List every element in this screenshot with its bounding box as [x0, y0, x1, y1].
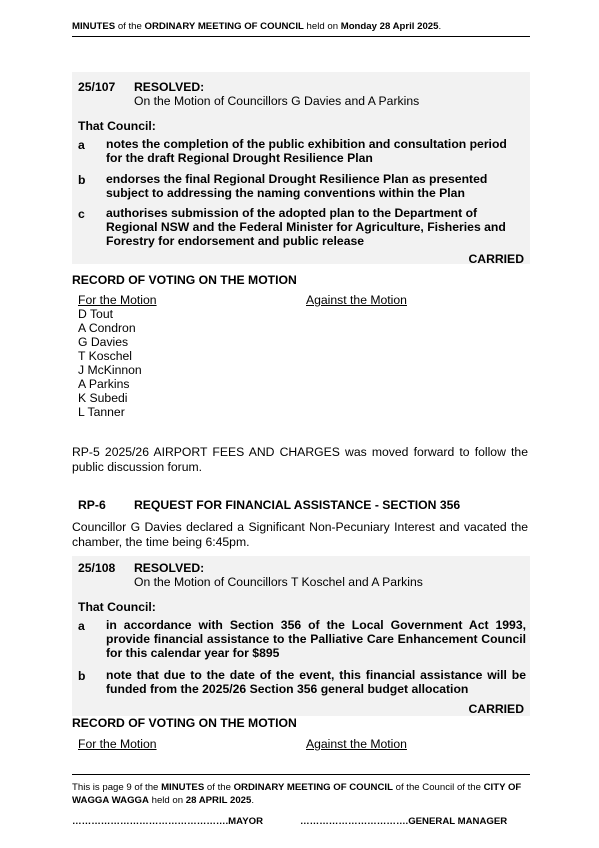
header-period: .: [438, 21, 442, 32]
footer-date: 28 APRIL 2025: [185, 795, 252, 806]
resolution-item: authorises submission of the adopted plan to the Department of Regional NSW and the Federal Minister for Agriculture, Fisheries and Forestry for endorsement and public release: [106, 206, 506, 249]
resolution-heading: RESOLVED:: [134, 561, 205, 575]
footer-rule: [72, 774, 530, 775]
footer-page: This is page 9 of the: [72, 782, 162, 793]
resolution-25-108: [72, 556, 530, 716]
resolution-item: in accordance with Section 356 of the Local Government Act 1993, provide financial assistance to the Palliative Care Enhancement Council for this calendar year for $895: [106, 618, 526, 661]
resolution-number: 25/107: [78, 80, 116, 94]
voter-name: D Tout: [78, 307, 114, 321]
page-header: [72, 21, 530, 37]
voter-name: J McKinnon: [78, 363, 142, 377]
resolution-item: notes the completion of the public exhibition and consultation period for the draft Regional Drought Resilience Plan: [106, 137, 507, 166]
interest-declaration: Councillor G Davies declared a Significant Non-Pecuniary Interest and vacated the chamber, the time being 6:45pm.: [72, 520, 528, 549]
carried-label: CARRIED: [468, 252, 524, 266]
footer-of: of the: [204, 782, 234, 793]
that-council-label: That Council:: [78, 119, 156, 133]
resolution-25-107: [72, 72, 530, 264]
voter-name: L Tanner: [78, 405, 125, 419]
header-of: of the: [115, 21, 145, 32]
resolution-item: endorses the final Regional Drought Resilience Plan as presented subject to addressing the naming conventions within the Plan: [106, 172, 488, 201]
against-motion-heading: Against the Motion: [306, 737, 407, 751]
general-manager-signature-line: …………………………….GENERAL MANAGER: [300, 816, 508, 827]
voter-name: A Condron: [78, 321, 136, 335]
voter-name: K Subedi: [78, 391, 128, 405]
voting-record-title: RECORD OF VOTING ON THE MOTION: [72, 273, 297, 287]
footer-period: .: [251, 795, 255, 806]
page-footer: [72, 781, 530, 807]
voter-name: G Davies: [78, 335, 129, 349]
report-code: RP-6: [78, 498, 106, 512]
footer-council-of: of the Council of the: [392, 782, 484, 793]
resolution-item: note that due to the date of the event, this financial assistance will be funded from the 2025/26 Section 356 general budget allocation: [106, 668, 526, 697]
that-council-label: That Council:: [78, 600, 156, 614]
voting-record-title: RECORD OF VOTING ON THE MOTION: [72, 716, 297, 730]
resolution-heading: RESOLVED:: [134, 80, 205, 94]
voter-name: A Parkins: [78, 377, 130, 391]
report-title: REQUEST FOR FINANCIAL ASSISTANCE - SECTION 356: [134, 498, 461, 512]
footer-minutes: MINUTES: [161, 782, 205, 793]
against-motion-heading: Against the Motion: [306, 293, 407, 307]
for-motion-heading: For the Motion: [78, 737, 157, 751]
resolution-motion: On the Motion of Councillors G Davies and A Parkins: [134, 94, 420, 108]
resolution-motion: On the Motion of Councillors T Koschel and A Parkins: [134, 575, 423, 589]
header-minutes: MINUTES: [72, 21, 116, 32]
header-meeting: ORDINARY MEETING OF COUNCIL: [144, 21, 304, 32]
item-letter: c: [78, 207, 85, 221]
item-letter: b: [78, 669, 86, 683]
item-letter: a: [78, 619, 85, 633]
voter-name: T Koschel: [78, 349, 132, 363]
carried-label: CARRIED: [468, 702, 524, 716]
mayor-signature-line: ………………………………………….MAYOR: [72, 816, 263, 827]
item-letter: a: [78, 138, 85, 152]
rp5-note: RP-5 2025/26 AIRPORT FEES AND CHARGES was moved forward to follow the public discussion forum.: [72, 445, 528, 474]
resolution-number: 25/108: [78, 561, 116, 575]
footer-meeting: ORDINARY MEETING OF COUNCIL: [233, 782, 393, 793]
header-held-on: held on: [303, 21, 341, 32]
footer-city: CITY OF WAGGA WAGGA: [72, 782, 522, 806]
item-letter: b: [78, 173, 86, 187]
header-date: Monday 28 April 2025: [340, 21, 439, 32]
for-motion-heading: For the Motion: [78, 293, 157, 307]
footer-held-on: held on: [148, 795, 186, 806]
